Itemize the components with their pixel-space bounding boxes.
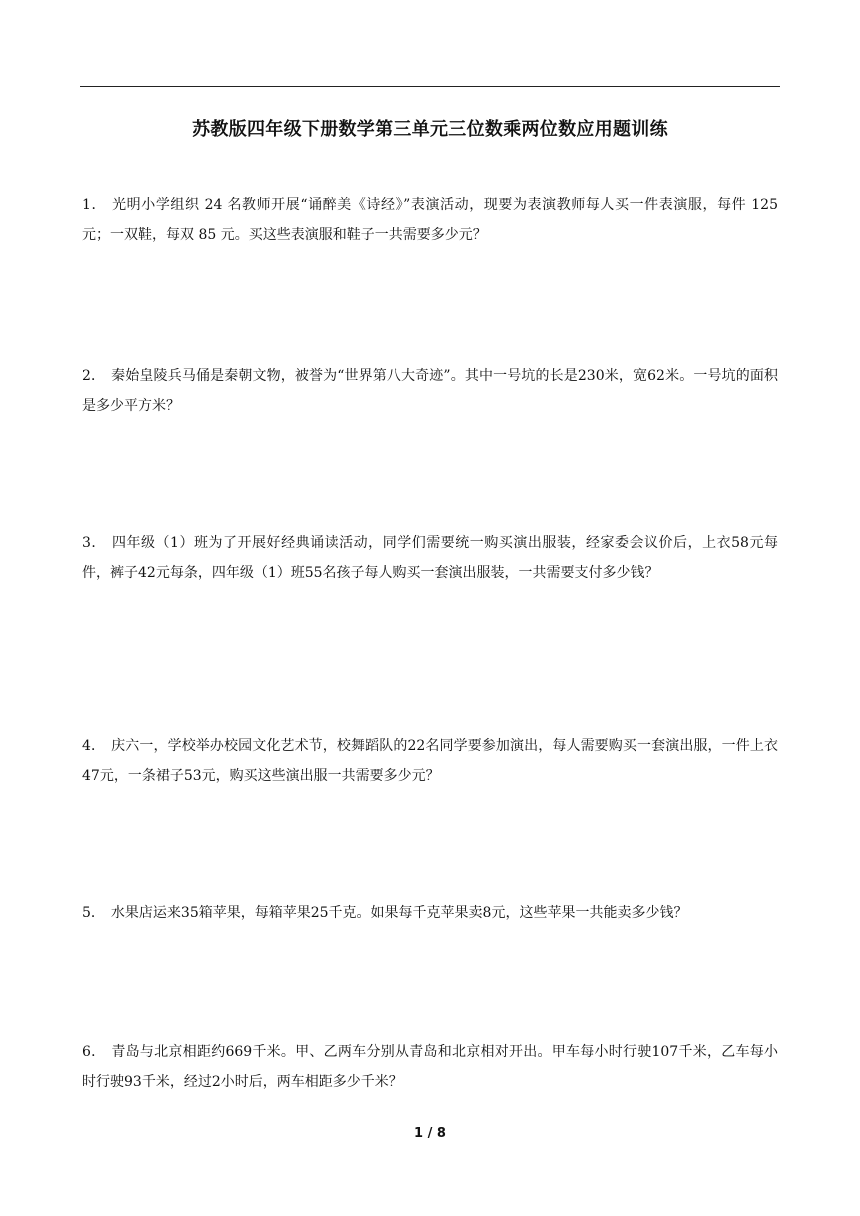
header-rule [80,86,780,87]
page-number: 1 / 8 [414,1126,446,1141]
question-text: 青岛与北京相距约669千米。甲、乙两车分别从青岛和北京相对开出。甲车每小时行驶107千米，乙车每小时行驶93千米，经过2小时后，两车相距多少千米？ [82,1044,778,1090]
question-text: 庆六一，学校举办校园文化艺术节，校舞蹈队的22名同学要参加演出，每人需要购买一套演出服，一件上衣47元，一条裙子53元，购买这些演出服一共需要多少元？ [82,738,778,784]
question-number: 1． [82,197,107,213]
question-number: 4． [82,738,106,754]
question-text: 水果店运来35箱苹果，每箱苹果25千克。如果每千克苹果卖8元，这些苹果一共能卖多少钱？ [110,905,688,921]
question-number: 2． [82,368,106,384]
question-text: 光明小学组织 24 名教师开展“诵醉美《诗经》”表演活动，现要为表演教师每人买一件表演服，每件 125 元；一双鞋，每双 85 元。买这些表演服和鞋子一共需要多少元？ [82,197,778,243]
question-3 [82,528,778,588]
question-4 [82,731,778,791]
question-number: 5． [82,905,105,921]
question-5 [82,898,778,928]
question-2 [82,361,778,421]
question-text: 四年级（1）班为了开展好经典诵读活动，同学们需要统一购买演出服装，经家委会议价后，上衣58元每件，裤子42元每条，四年级（1）班55名孩子每人购买一套演出服装，一共需要支付多少钱？ [82,535,778,581]
question-number: 6． [82,1044,106,1060]
document-title: 苏教版四年级下册数学第三单元三位数乘两位数应用题训练 [192,119,668,140]
question-1 [82,190,778,250]
question-number: 3． [82,535,106,551]
question-text: 秦始皇陵兵马俑是秦朝文物，被誉为“世界第八大奇迹”。其中一号坑的长是230米，宽62米。一号坑的面积是多少平方米？ [82,368,778,414]
question-6 [82,1037,778,1097]
